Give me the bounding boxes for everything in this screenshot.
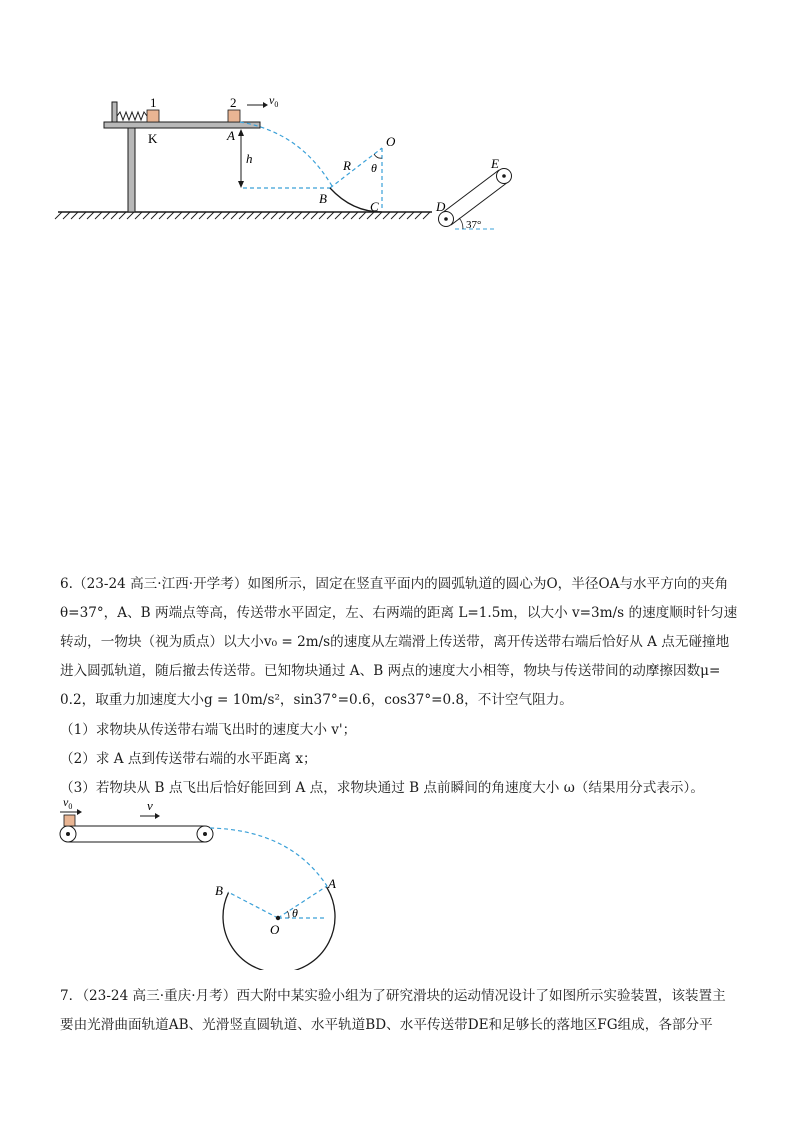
question-1: （1）求物块从传送带右端飞出时的速度大小 v'； xyxy=(60,722,357,738)
theta-arc-2 xyxy=(287,911,289,918)
figure-2-diagram xyxy=(0,790,800,970)
label-h: h xyxy=(246,151,253,166)
figure-1-diagram xyxy=(0,0,800,250)
theta-arc xyxy=(374,154,382,158)
trajectory xyxy=(240,122,332,186)
label-C: C xyxy=(370,199,379,214)
label-theta-2: θ xyxy=(292,906,298,920)
label-theta: θ xyxy=(371,161,377,175)
label-v0: $v_0$ xyxy=(269,93,279,109)
problem-7-statement xyxy=(60,982,750,1040)
v-arrow xyxy=(140,813,160,819)
block-1 xyxy=(147,110,159,122)
spring xyxy=(117,112,147,120)
label-K: K xyxy=(148,131,158,146)
label-O-2: O xyxy=(270,922,280,937)
label-R: R xyxy=(343,158,351,173)
problem-6-line-3: 转动，一物块（视为质点）以大小v₀ = 2m/s的速度从左端滑上传送带，离开传送带右端后恰好从 A 点无碰撞地 xyxy=(60,634,730,650)
angle-arc-37 xyxy=(459,218,463,229)
label-D: D xyxy=(436,199,446,214)
block xyxy=(64,815,75,826)
question-3: （3）若物块从 B 点飞出后恰好能回到 A 点，求物块通过 B 点前瞬间的角速度大小 ω（结果用分式表示）。 xyxy=(60,780,704,796)
problem-6-line-2: θ=37°，A、B 两端点等高，传送带水平固定，左、右两端的距离 L=1.5m，以大小 v=3m/s 的速度顺时针匀速 xyxy=(60,605,738,621)
problem-6-line-5: 0.2，取重力加速度大小g = 10m/s²，sin37°=0.6，cos37°=0.8，不计空气阻力。 xyxy=(60,692,573,708)
label-block-1: 1 xyxy=(150,95,157,110)
radius-OA xyxy=(278,886,327,918)
trajectory-2 xyxy=(210,828,327,886)
horizontal-conveyor xyxy=(60,826,213,842)
label-v: v xyxy=(147,798,153,813)
problem-7-line-2: 要由光滑曲面轨道AB、光滑竖直圆轨道、水平轨道BD、水平传送带DE和足够长的落地区FG组成，各部分平 xyxy=(60,1017,713,1033)
label-A-2: A xyxy=(328,876,336,891)
problem-6-line-1: 6.（23-24 高三·江西·开学考）如图所示，固定在竖直平面内的圆弧轨道的圆心为O，半径OA与水平方向的夹角 xyxy=(60,576,729,592)
label-block-2: 2 xyxy=(230,95,237,110)
label-B: B xyxy=(319,191,327,206)
label-E: E xyxy=(491,156,499,171)
question-2: （2）求 A 点到传送带右端的水平距离 x； xyxy=(60,751,317,767)
label-B-2: B xyxy=(215,883,223,898)
block-2 xyxy=(228,110,240,122)
radius-OB-2 xyxy=(228,892,278,918)
center-O xyxy=(276,916,280,920)
label-O: O xyxy=(386,134,396,149)
v0-arrow xyxy=(247,102,268,108)
problem-6-line-4: 进入圆弧轨道，随后撤去传送带。已知物块通过 A、B 两点的速度大小相等，物块与传送带间的动摩擦因数μ= xyxy=(60,663,721,679)
problem-6-statement xyxy=(60,570,750,715)
label-v0-2: $v_0$ xyxy=(63,795,73,811)
problem-7-line-1: 7．（23-24 高三·重庆·月考）西大附中某实验小组为了研究滑块的运动情况设计了如图所示实验装置，该装置主 xyxy=(60,988,726,1004)
inclined-conveyor xyxy=(439,169,512,227)
label-A: A xyxy=(227,128,235,143)
h-dimension xyxy=(238,129,244,188)
label-angle-37: 37° xyxy=(466,219,482,231)
